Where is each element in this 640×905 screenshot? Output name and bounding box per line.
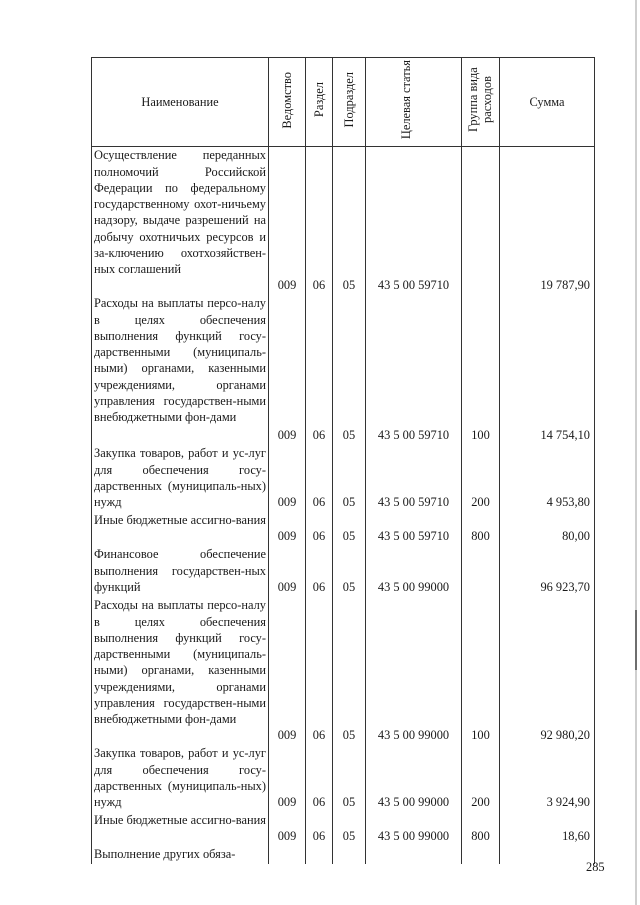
row-summa: 14 754,10 (500, 295, 595, 445)
row-razdel: 06 (306, 745, 333, 812)
row-name: Финансовое обеспечение выполнения государствен-ных функций (92, 546, 269, 597)
page-edge-mark (635, 610, 637, 670)
row-gruppa (462, 546, 500, 597)
row-podrazdel: 05 (333, 445, 366, 512)
table-row (92, 846, 595, 864)
row-podrazdel: 05 (333, 597, 366, 745)
table-row (92, 147, 595, 296)
header-vedomstvo: Ведомство (269, 58, 306, 147)
row-celevaya: 43 5 00 99000 (366, 745, 462, 812)
header-summa: Сумма (500, 58, 595, 147)
row-razdel: 06 (306, 512, 333, 546)
table-row (92, 295, 595, 445)
row-celevaya: 43 5 00 59710 (366, 512, 462, 546)
row-name: Осуществление переданных полномочий Российской Федерации по федеральному государственному охот-ничьему надзору, выдаче разрешений на добычу охотничьих ресурсов и за-ключению охотхозяйствен-ных соглашений (92, 147, 269, 296)
row-summa: 92 980,20 (500, 597, 595, 745)
header-name: Наименование (92, 58, 269, 147)
row-vedomstvo: 009 (269, 745, 306, 812)
row-razdel: 06 (306, 445, 333, 512)
row-vedomstvo: 009 (269, 147, 306, 296)
row-gruppa: 800 (462, 812, 500, 846)
row-podrazdel (333, 846, 366, 864)
row-celevaya: 43 5 00 99000 (366, 546, 462, 597)
row-name: Иные бюджетные ассигно-вания (92, 812, 269, 846)
row-celevaya (366, 846, 462, 864)
row-vedomstvo: 009 (269, 812, 306, 846)
row-gruppa: 100 (462, 295, 500, 445)
row-gruppa (462, 846, 500, 864)
row-celevaya: 43 5 00 59710 (366, 445, 462, 512)
row-summa: 19 787,90 (500, 147, 595, 296)
row-podrazdel: 05 (333, 512, 366, 546)
table-row (92, 512, 595, 546)
row-vedomstvo: 009 (269, 597, 306, 745)
row-podrazdel: 05 (333, 147, 366, 296)
row-name: Иные бюджетные ассигно-вания (92, 512, 269, 546)
row-razdel: 06 (306, 812, 333, 846)
row-vedomstvo: 009 (269, 546, 306, 597)
budget-table (91, 57, 595, 864)
header-gruppa: Группа вида расходов (462, 58, 500, 147)
row-vedomstvo: 009 (269, 295, 306, 445)
row-gruppa: 800 (462, 512, 500, 546)
row-summa: 4 953,80 (500, 445, 595, 512)
row-summa (500, 846, 595, 864)
row-gruppa: 100 (462, 597, 500, 745)
row-gruppa (462, 147, 500, 296)
row-celevaya: 43 5 00 99000 (366, 597, 462, 745)
row-celevaya: 43 5 00 99000 (366, 812, 462, 846)
row-summa: 80,00 (500, 512, 595, 546)
row-razdel: 06 (306, 546, 333, 597)
row-vedomstvo: 009 (269, 512, 306, 546)
row-razdel (306, 846, 333, 864)
row-razdel: 06 (306, 295, 333, 445)
row-summa: 96 923,70 (500, 546, 595, 597)
row-razdel: 06 (306, 597, 333, 745)
row-name: Закупка товаров, работ и ус-луг для обеспечения госу-дарственных (муниципаль-ных) нужд (92, 445, 269, 512)
row-podrazdel: 05 (333, 546, 366, 597)
table-header-row (92, 58, 595, 147)
row-gruppa: 200 (462, 745, 500, 812)
table-row (92, 745, 595, 812)
row-podrazdel: 05 (333, 812, 366, 846)
row-name: Выполнение других обяза- (92, 846, 269, 864)
header-razdel: Раздел (306, 58, 333, 147)
row-vedomstvo: 009 (269, 445, 306, 512)
table-row (92, 597, 595, 745)
header-podrazdel: Подраздел (333, 58, 366, 147)
table-row (92, 812, 595, 846)
row-name: Закупка товаров, работ и ус-луг для обеспечения госу-дарственных (муниципаль-ных) нужд (92, 745, 269, 812)
row-celevaya: 43 5 00 59710 (366, 295, 462, 445)
page-number: 285 (586, 860, 605, 874)
row-summa: 18,60 (500, 812, 595, 846)
row-podrazdel: 05 (333, 295, 366, 445)
row-podrazdel: 05 (333, 745, 366, 812)
row-vedomstvo (269, 846, 306, 864)
page-edge-shadow (635, 0, 637, 905)
table-row (92, 546, 595, 597)
row-summa: 3 924,90 (500, 745, 595, 812)
row-razdel: 06 (306, 147, 333, 296)
row-gruppa: 200 (462, 445, 500, 512)
row-name: Расходы на выплаты персо-налу в целях обеспечения выполнения функций госу-дарственными (муниципаль-ными) органами, казенными учреждениями, органами управления государствен-ными внебюджетными фон-дами (92, 295, 269, 445)
table-row (92, 445, 595, 512)
header-celevaya-statya: Целевая статья (366, 58, 462, 147)
row-name: Расходы на выплаты персо-налу в целях обеспечения выполнения функций госу-дарственными (муниципаль-ными) органами, казенными учреждениями, органами управления государствен-ными внебюджетными фон-дами (92, 597, 269, 745)
row-celevaya: 43 5 00 59710 (366, 147, 462, 296)
